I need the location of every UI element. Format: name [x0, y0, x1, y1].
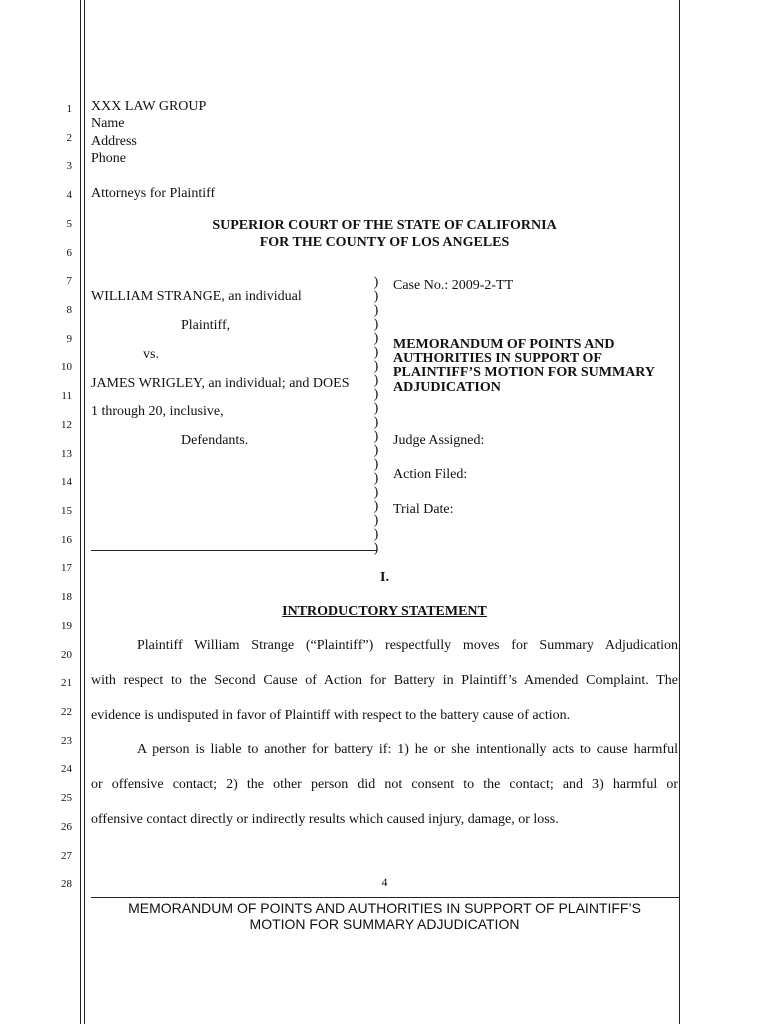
document-title-line-3: PLAINTIFF’S MOTION FOR SUMMARY — [393, 365, 656, 380]
line-number: 9 — [66, 333, 72, 345]
line-number: 19 — [61, 620, 72, 632]
plaintiff-role: Plaintiff, — [181, 318, 231, 333]
trial-date: Trial Date: — [393, 502, 454, 517]
document-title-line-2: AUTHORITIES IN SUPPORT OF — [393, 351, 602, 366]
line-number: 18 — [61, 591, 72, 603]
plaintiff-name: WILLIAM STRANGE, an individual — [91, 289, 302, 304]
line-number: 12 — [61, 419, 72, 431]
document-title-line-1: MEMORANDUM OF POINTS AND — [393, 337, 615, 352]
line-number: 28 — [61, 878, 72, 890]
left-margin-rule-inner — [84, 0, 85, 1024]
attorney-name: Name — [91, 116, 125, 131]
defendant-role: Defendants. — [181, 433, 249, 448]
attorney-address: Address — [91, 134, 137, 149]
body-line: A person is liable to another for battery if: 1) he or she intentionally acts to cause harmful — [137, 742, 678, 757]
body-line: Plaintiff William Strange (“Plaintiff”) respectfully moves for Summary Adjudication — [137, 638, 678, 653]
line-number: 21 — [61, 677, 72, 689]
action-filed: Action Filed: — [393, 467, 468, 482]
firm-name: XXX LAW GROUP — [91, 99, 207, 114]
line-number: 5 — [66, 218, 72, 230]
line-number: 8 — [66, 304, 72, 316]
court-line-2: FOR THE COUNTY OF LOS ANGELES — [259, 235, 510, 250]
body-line: with respect to the Second Cause of Action for Battery in Plaintiff’s Amended Complaint. The — [91, 673, 678, 688]
line-number: 22 — [61, 706, 72, 718]
line-number: 20 — [61, 649, 72, 661]
caption-brace: ) ) ) ) ) ) ) ) ) ) ) ) ) ) ) ) ) ) ) ) — [373, 275, 379, 556]
line-number: 11 — [61, 390, 72, 402]
footer-line-1: MEMORANDUM OF POINTS AND AUTHORITIES IN SUPPORT OF PLAINTIFF’S — [128, 900, 641, 916]
court-line-1: SUPERIOR COURT OF THE STATE OF CALIFORNIA — [212, 218, 557, 233]
line-number: 13 — [61, 448, 72, 460]
right-margin-rule — [679, 0, 680, 1024]
page-number: 4 — [381, 875, 388, 889]
defendant-name-line-1: JAMES WRIGLEY, an individual; and DOES — [91, 376, 350, 391]
line-number: 17 — [61, 562, 72, 574]
body-line: offensive contact directly or indirectly results which caused injury, damage, or loss. — [91, 812, 559, 827]
attorney-phone: Phone — [91, 151, 126, 166]
line-number: 10 — [61, 361, 72, 373]
line-number: 7 — [66, 275, 72, 287]
line-number: 16 — [61, 534, 72, 546]
line-number: 23 — [61, 735, 72, 747]
caption-bottom-rule — [91, 550, 377, 551]
case-number: Case No.: 2009-2-TT — [393, 278, 514, 293]
line-number: 24 — [61, 763, 72, 775]
section-number: I. — [380, 570, 389, 585]
footer-line-2: MOTION FOR SUMMARY ADJUDICATION — [249, 916, 520, 932]
body-line: evidence is undisputed in favor of Plaintiff with respect to the battery cause of action. — [91, 708, 571, 723]
defendant-name-line-2: 1 through 20, inclusive, — [91, 404, 224, 419]
section-heading: INTRODUCTORY STATEMENT — [282, 604, 487, 619]
line-number: 26 — [61, 821, 72, 833]
line-number: 14 — [61, 476, 72, 488]
line-number: 6 — [66, 247, 72, 259]
document-title-line-4: ADJUDICATION — [393, 380, 501, 395]
line-number: 27 — [61, 850, 72, 862]
line-number: 25 — [61, 792, 72, 804]
line-number: 3 — [66, 160, 72, 172]
left-margin-rule-outer — [80, 0, 81, 1024]
body-line: or offensive contact; 2) the other person did not consent to the contact; and 3) harmful or — [91, 777, 678, 792]
line-number: 4 — [66, 189, 72, 201]
line-number: 1 — [66, 103, 72, 115]
versus: vs. — [143, 347, 159, 362]
line-number: 15 — [61, 505, 72, 517]
judge-assigned: Judge Assigned: — [393, 433, 485, 448]
line-number: 2 — [66, 132, 72, 144]
attorney-role: Attorneys for Plaintiff — [91, 186, 216, 201]
footer-rule — [91, 897, 679, 898]
